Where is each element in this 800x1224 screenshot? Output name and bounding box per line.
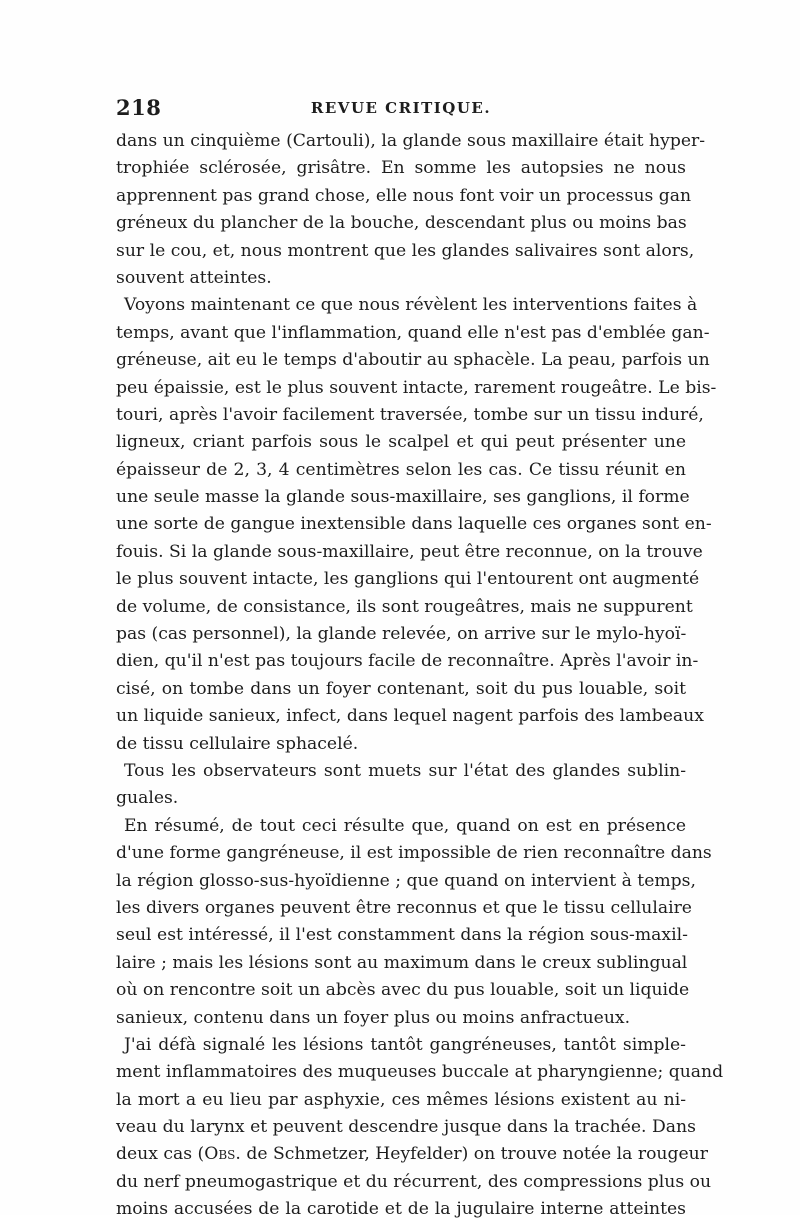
text-line: un liquide sanieux, infect, dans lequel nagent parfois des lambeaux [116, 706, 704, 727]
text-line: seul est intéressé, il l'est constamment dans la région sous-maxil- [116, 925, 688, 946]
text-line: une seule masse la glande sous-maxillaire, ses ganglions, il forme [116, 487, 690, 508]
text-line: pas (cas personnel), la glande relevée, on arrive sur le mylo-hyoï- [116, 624, 687, 645]
text-line: En résumé, de tout ceci résulte que, quand on est en présence [124, 815, 686, 836]
text-line: les divers organes peuvent être reconnus et que le tissu cellulaire [116, 897, 692, 918]
text-line: de tissu cellulaire sphacelé. [116, 733, 359, 754]
text-line: touri, après l'avoir facilement traversée, tombe sur un tissu induré, [116, 404, 704, 425]
text-fragment: deux cas ( [116, 1144, 205, 1165]
text-line: trophiée sclérosée, grisâtre. En somme les autopsies ne nous [116, 158, 686, 179]
text-line: où on rencontre soit un abcès avec du pus louable, soit un liquide [116, 980, 690, 1001]
running-title: REVUE CRITIQUE. [310, 99, 492, 117]
text-fragment: de Schmetzer, Heyfelder) on trouve notée la rougeur [240, 1144, 708, 1165]
text-fragment-abbrev: Obs. [204, 1144, 241, 1165]
text-line: gréneuse, ait eu le temps d'aboutir au sphacèle. La peau, parfois un [116, 350, 710, 371]
text-line: laire ; mais les lésions sont au maximum dans le creux sublingual [116, 952, 688, 973]
text-line: sur le cou, et, nous montrent que les glandes salivaires sont alors, [116, 240, 695, 261]
text-line: Voyons maintenant ce que nous révèlent les interventions faites à [124, 295, 698, 316]
text-line: gréneux du plancher de la bouche, descendant plus ou moins bas [116, 213, 687, 234]
text-line: temps, avant que l'inflammation, quand elle n'est pas d'emblée gan- [116, 322, 710, 343]
text-line: guales. [116, 788, 179, 809]
text-line [116, 1141, 708, 1168]
body-text [116, 128, 724, 1224]
text-line: la région glosso-sus-hyoïdienne ; que quand on intervient à temps, [116, 870, 696, 891]
text-line: J'ai défà signalé les lésions tantôt gangréneuses, tantôt simple- [124, 1034, 686, 1055]
text-line: fouis. Si la glande sous-maxillaire, peut être reconnue, on la trouve [116, 541, 703, 562]
text-line: dans un cinquième (Cartouli), la glande sous maxillaire était hyper- [116, 131, 706, 151]
text-line: Tous les observateurs sont muets sur l'état des glandes sublin- [124, 760, 686, 781]
text-line: cisé, on tombe dans un foyer contenant, soit du pus louable, soit [116, 678, 686, 699]
page-number: 218 [116, 95, 162, 120]
text-line: apprennent pas grand chose, elle nous font voir un processus gan [116, 185, 692, 206]
text-line: de volume, de consistance, ils sont rougeâtres, mais ne suppurent [116, 596, 693, 617]
text-line: le plus souvent intacte, les ganglions qui l'entourent ont augmenté [116, 569, 700, 590]
text-line: peu épaissie, est le plus souvent intacte, rarement rougeâtre. Le bis- [116, 377, 717, 398]
text-line: veau du larynx et peuvent descendre jusque dans la trachée. Dans [116, 1117, 696, 1138]
text-line: dien, qu'il n'est pas toujours facile de reconnaître. Après l'avoir in- [116, 651, 699, 672]
page-header [116, 95, 686, 125]
text-line: moins accusées de la carotide et de la jugulaire interne atteintes [116, 1199, 686, 1220]
text-line: sanieux, contenu dans un foyer plus ou moins anfractueux. [116, 1007, 631, 1028]
text-line: ligneux, criant parfois sous le scalpel et qui peut présenter une [116, 432, 686, 453]
text-line: épaisseur de 2, 3, 4 centimètres selon les cas. Ce tissu réunit en [116, 459, 686, 480]
text-line: du nerf pneumogastrique et du récurrent, des compressions plus ou [116, 1171, 712, 1192]
text-line: ment inflammatoires des muqueuses buccale at pharyngienne; quand [116, 1062, 724, 1083]
text-line: souvent atteintes. [116, 267, 272, 288]
text-line: d'une forme gangréneuse, il est impossible de rien reconnaître dans [116, 843, 712, 864]
text-line: la mort a eu lieu par asphyxie, ces mêmes lésions existent au ni- [116, 1089, 686, 1110]
text-line: une sorte de gangue inextensible dans laquelle ces organes sont en- [116, 514, 712, 535]
